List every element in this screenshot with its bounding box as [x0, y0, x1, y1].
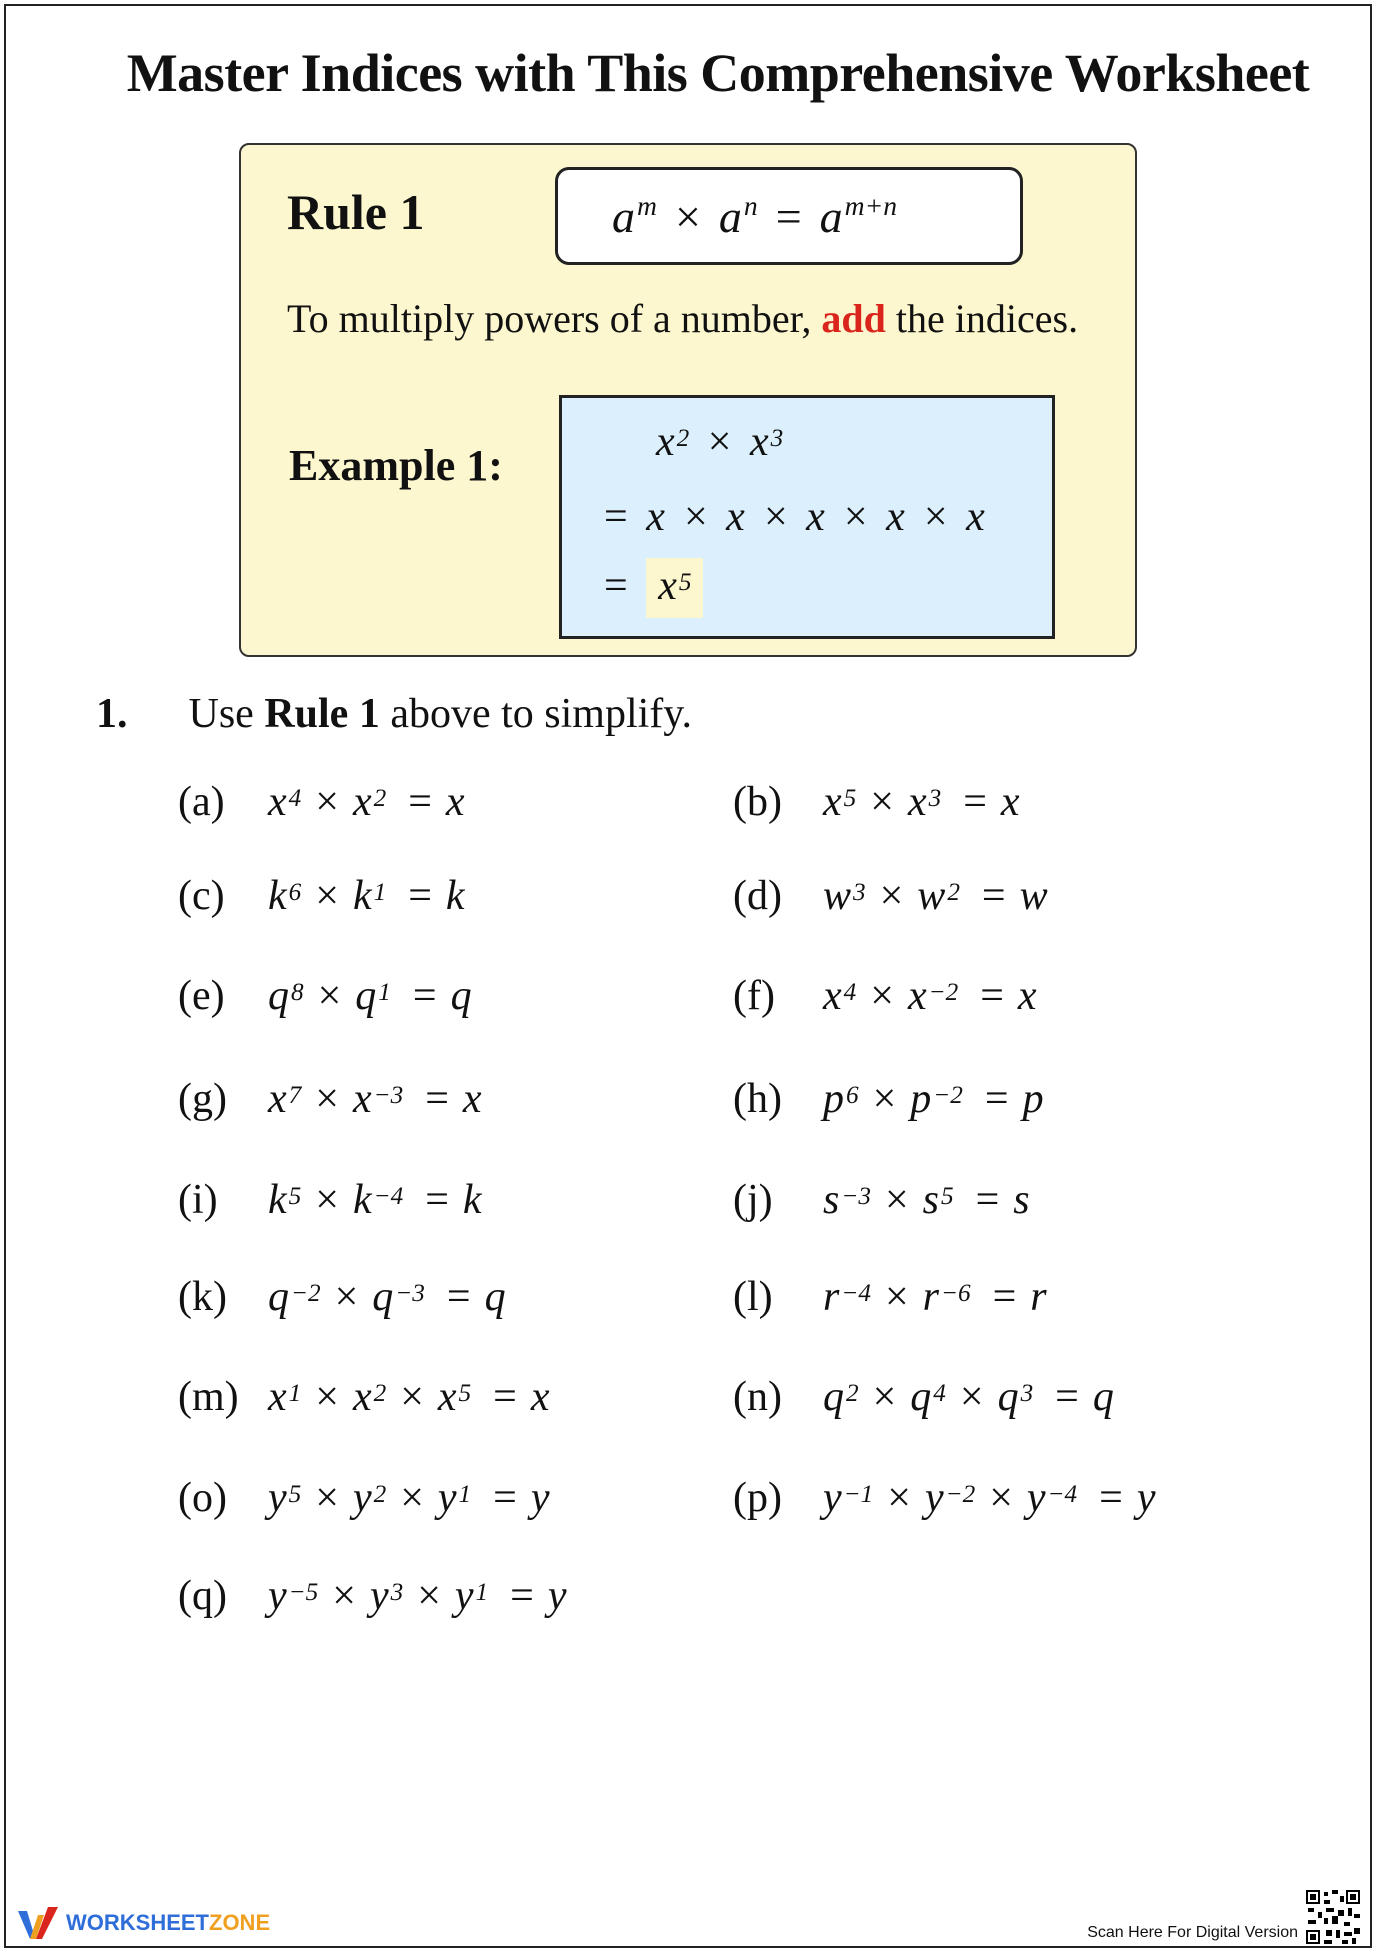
problem-expression — [823, 1176, 1030, 1224]
term-exponent: 7 — [288, 1082, 302, 1110]
question-text-bold: Rule 1 — [264, 691, 380, 737]
term-exponent: 3 — [1020, 1380, 1034, 1408]
example-base-2: x — [749, 419, 769, 465]
answer-base: y — [547, 1573, 567, 1619]
rule-formula — [555, 167, 1023, 265]
times-sign: × — [872, 1076, 897, 1122]
formula-base-2: a — [718, 190, 742, 242]
term-base: q — [268, 973, 289, 1019]
equals-sign: = — [981, 873, 1006, 919]
example-equals-1: = — [604, 494, 628, 540]
equals-sign: = — [408, 873, 432, 919]
equals-sign: = — [510, 1573, 534, 1619]
page-title: Master Indices with This Comprehensive Worksheet — [126, 43, 1310, 103]
term-base: x — [907, 973, 927, 1019]
example-exp-2: 3 — [770, 425, 784, 453]
term-exponent: 1 — [458, 1481, 472, 1509]
problem-label: (q) — [178, 1573, 227, 1619]
equals-sign: = — [992, 1274, 1017, 1320]
rule-description — [287, 295, 1078, 342]
term-base: q — [372, 1274, 394, 1320]
example-line-1 — [656, 418, 783, 466]
problem-item — [733, 872, 1048, 920]
term-base: x — [352, 779, 372, 825]
times-sign: × — [417, 1573, 441, 1619]
term-base: x — [268, 1076, 287, 1122]
term-exponent: 4 — [843, 979, 857, 1007]
equals-sign: = — [408, 779, 432, 825]
term-exponent: 6 — [846, 1082, 859, 1110]
problem-item — [733, 972, 1037, 1020]
problem-item — [178, 872, 465, 920]
equals-sign: = — [493, 1475, 517, 1521]
equals-sign: = — [446, 1274, 471, 1320]
example-line-2 — [604, 493, 985, 541]
term-base: q — [355, 973, 377, 1019]
problem-item — [178, 778, 465, 826]
term-exponent: −2 — [933, 1082, 963, 1110]
term-base: p — [823, 1076, 844, 1122]
equals-sign: = — [1099, 1475, 1123, 1521]
term-base: y — [369, 1573, 389, 1619]
rule-desc-before: To multiply powers of a number, — [287, 296, 812, 341]
term-base: w — [823, 873, 852, 919]
term-exponent: 8 — [291, 979, 304, 1007]
term-exponent: −2 — [291, 1280, 321, 1308]
problem-label: (e) — [178, 973, 225, 1019]
question-text-after: above to simplify. — [390, 691, 693, 737]
example-box — [559, 395, 1055, 639]
example-answer — [646, 558, 703, 618]
times-sign: × — [884, 1274, 909, 1320]
problem-item — [178, 1075, 482, 1123]
question-text-before: Use — [188, 691, 254, 737]
term-exponent: 6 — [288, 879, 302, 907]
equals-sign: = — [412, 973, 437, 1019]
problem-expression — [823, 972, 1037, 1020]
problem-expression — [268, 872, 465, 920]
term-exponent: −4 — [841, 1280, 871, 1308]
term-base: q — [997, 1374, 1019, 1420]
problem-label: (g) — [178, 1076, 227, 1122]
answer-base: q — [450, 973, 472, 1019]
formula-times: × — [674, 190, 701, 242]
problem-label: (k) — [178, 1274, 227, 1320]
term-exponent: −3 — [395, 1280, 425, 1308]
term-exponent: 2 — [373, 1481, 387, 1509]
times-sign: × — [315, 1076, 339, 1122]
term-exponent: 3 — [853, 879, 866, 907]
term-base: y — [1026, 1475, 1046, 1521]
problem-item — [733, 1176, 1030, 1224]
formula-exp-1: m — [637, 190, 657, 222]
example-exp-1: 2 — [676, 425, 690, 453]
equals-sign: = — [425, 1076, 449, 1122]
problem-label: (h) — [733, 1076, 782, 1122]
term-exponent: 1 — [373, 879, 387, 907]
problem-label: (n) — [733, 1374, 782, 1420]
problem-expression — [823, 778, 1020, 826]
problem-item — [178, 1273, 506, 1321]
scan-text: Scan Here For Digital Version — [1087, 1924, 1298, 1941]
times-sign: × — [400, 1475, 424, 1521]
times-sign: × — [887, 1475, 911, 1521]
term-exponent: 1 — [288, 1380, 302, 1408]
term-exponent: 5 — [288, 1183, 302, 1211]
equals-sign: = — [493, 1374, 517, 1420]
problem-expression — [823, 1373, 1114, 1421]
times-sign: × — [315, 1177, 339, 1223]
term-exponent: 5 — [941, 1183, 954, 1211]
example-expanded: x × x × x × x × x — [646, 494, 985, 540]
brand-text-worksheet: WORKSHEET — [66, 1910, 209, 1935]
term-exponent: 2 — [947, 879, 960, 907]
term-base: w — [917, 873, 946, 919]
problem-expression — [268, 1075, 482, 1123]
times-sign: × — [872, 1374, 897, 1420]
term-base: s — [922, 1177, 939, 1223]
problem-item — [178, 1373, 549, 1421]
question-heading — [96, 690, 692, 738]
answer-base: x — [445, 779, 465, 825]
term-base: k — [352, 1177, 372, 1223]
times-sign: × — [317, 973, 342, 1019]
example-label: Example 1: — [289, 441, 503, 490]
term-exponent: −4 — [373, 1183, 404, 1211]
question-number: 1. — [96, 691, 128, 737]
problem-expression — [268, 1474, 549, 1522]
problem-item — [733, 1075, 1044, 1123]
equals-sign: = — [980, 973, 1004, 1019]
term-exponent: −3 — [841, 1183, 871, 1211]
answer-base: w — [1019, 873, 1048, 919]
problem-label: (o) — [178, 1475, 227, 1521]
term-base: y — [454, 1573, 474, 1619]
example-base-1: x — [656, 419, 675, 465]
problem-expression — [823, 1075, 1044, 1123]
answer-base: x — [530, 1374, 550, 1420]
problem-item — [178, 1474, 549, 1522]
times-sign: × — [315, 873, 339, 919]
problem-item — [733, 1273, 1047, 1321]
times-sign: × — [315, 779, 339, 825]
answer-base: x — [1017, 973, 1037, 1019]
term-exponent: 2 — [373, 1380, 387, 1408]
answer-base: k — [445, 873, 465, 919]
term-exponent: −4 — [1047, 1481, 1078, 1509]
equals-sign: = — [425, 1177, 449, 1223]
term-exponent: 5 — [458, 1380, 472, 1408]
answer-base: p — [1022, 1076, 1044, 1122]
equals-sign: = — [963, 779, 987, 825]
term-exponent: 5 — [843, 785, 857, 813]
times-sign: × — [879, 873, 904, 919]
times-sign: × — [315, 1475, 339, 1521]
term-base: x — [352, 1374, 372, 1420]
problem-expression — [268, 1273, 506, 1321]
problem-item — [178, 1176, 482, 1224]
term-base: y — [437, 1475, 457, 1521]
term-base: s — [823, 1177, 840, 1223]
example-answer-exp: 5 — [678, 569, 692, 597]
term-exponent: 5 — [288, 1481, 302, 1509]
term-base: r — [823, 1274, 840, 1320]
term-exponent: −6 — [941, 1280, 971, 1308]
term-base: x — [437, 1374, 457, 1420]
term-base: x — [268, 1374, 287, 1420]
term-exponent: 4 — [933, 1380, 946, 1408]
term-exponent: 3 — [928, 785, 942, 813]
problem-item — [733, 1373, 1114, 1421]
answer-base: s — [1013, 1177, 1030, 1223]
times-sign: × — [870, 779, 894, 825]
term-base: y — [268, 1475, 287, 1521]
problem-item — [733, 1474, 1155, 1522]
problem-item — [178, 972, 472, 1020]
term-base: k — [268, 1177, 287, 1223]
equals-sign: = — [984, 1076, 1009, 1122]
answer-base: x — [462, 1076, 482, 1122]
brand-logo — [18, 1905, 270, 1941]
term-base: k — [268, 873, 287, 919]
term-exponent: 1 — [475, 1579, 489, 1607]
term-exponent: 4 — [288, 785, 302, 813]
formula-exp-2: n — [743, 190, 758, 222]
term-base: y — [924, 1475, 944, 1521]
answer-base: y — [530, 1475, 550, 1521]
formula-equals: = — [775, 190, 802, 242]
formula-base-1: a — [612, 190, 635, 242]
problem-label: (a) — [178, 779, 225, 825]
problem-expression — [268, 1572, 566, 1620]
term-base: y — [823, 1475, 842, 1521]
answer-base: y — [1136, 1475, 1156, 1521]
example-line-3 — [604, 558, 703, 618]
problem-label: (c) — [178, 873, 225, 919]
problem-label: (i) — [178, 1177, 218, 1223]
answer-base: q — [1092, 1374, 1114, 1420]
problem-label: (d) — [733, 873, 782, 919]
formula-base-3: a — [819, 190, 843, 242]
example-times: × — [707, 419, 732, 465]
problem-expression — [823, 1474, 1155, 1522]
times-sign: × — [400, 1374, 424, 1420]
term-exponent: 2 — [373, 785, 387, 813]
times-sign: × — [989, 1475, 1013, 1521]
term-exponent: −1 — [843, 1481, 874, 1509]
term-base: r — [922, 1274, 939, 1320]
problem-label: (b) — [733, 779, 782, 825]
rule-desc-highlight: add — [821, 296, 886, 341]
term-base: y — [268, 1573, 287, 1619]
qr-code-icon[interactable] — [1304, 1888, 1362, 1946]
worksheetzone-logo-icon — [18, 1905, 58, 1941]
brand-text-zone: ZONE — [209, 1910, 271, 1935]
rule-title: Rule 1 — [287, 184, 425, 240]
term-base: q — [910, 1374, 932, 1420]
term-base: x — [352, 1076, 372, 1122]
answer-base: k — [462, 1177, 482, 1223]
problem-expression — [268, 1373, 549, 1421]
problem-expression — [268, 1176, 482, 1224]
times-sign: × — [332, 1573, 356, 1619]
problem-label: (j) — [733, 1177, 773, 1223]
equals-sign: = — [1055, 1374, 1079, 1420]
problem-label: (l) — [733, 1274, 773, 1320]
term-base: y — [352, 1475, 372, 1521]
term-exponent: −2 — [945, 1481, 976, 1509]
term-exponent: −5 — [288, 1579, 319, 1607]
term-base: q — [268, 1274, 289, 1320]
problem-label: (m) — [178, 1374, 239, 1420]
term-base: x — [907, 779, 927, 825]
term-base: q — [823, 1374, 844, 1420]
times-sign: × — [870, 973, 894, 1019]
example-answer-base: x — [658, 563, 677, 609]
problem-label: (f) — [733, 973, 775, 1019]
term-base: k — [352, 873, 372, 919]
term-exponent: −3 — [373, 1082, 404, 1110]
problem-expression — [823, 872, 1048, 920]
term-base: p — [910, 1076, 932, 1122]
rule-desc-after: the indices. — [895, 296, 1079, 341]
formula-result-exp: m+n — [844, 190, 897, 222]
term-exponent: 3 — [390, 1579, 404, 1607]
term-base: x — [268, 779, 287, 825]
times-sign: × — [334, 1274, 359, 1320]
example-equals-2: = — [604, 563, 628, 609]
term-base: x — [823, 973, 842, 1019]
times-sign: × — [959, 1374, 984, 1420]
problem-expression — [268, 778, 465, 826]
answer-base: r — [1030, 1274, 1047, 1320]
problem-label: (p) — [733, 1475, 782, 1521]
term-exponent: 1 — [378, 979, 391, 1007]
answer-base: x — [1000, 779, 1020, 825]
term-exponent: −2 — [928, 979, 959, 1007]
problem-item — [178, 1572, 566, 1620]
term-exponent: 2 — [846, 1380, 859, 1408]
times-sign: × — [884, 1177, 909, 1223]
term-base: x — [823, 779, 842, 825]
equals-sign: = — [975, 1177, 1000, 1223]
answer-base: q — [484, 1274, 506, 1320]
problem-expression — [268, 972, 472, 1020]
times-sign: × — [315, 1374, 339, 1420]
problem-expression — [823, 1273, 1047, 1321]
problem-item — [733, 778, 1020, 826]
rule-box — [239, 143, 1137, 657]
